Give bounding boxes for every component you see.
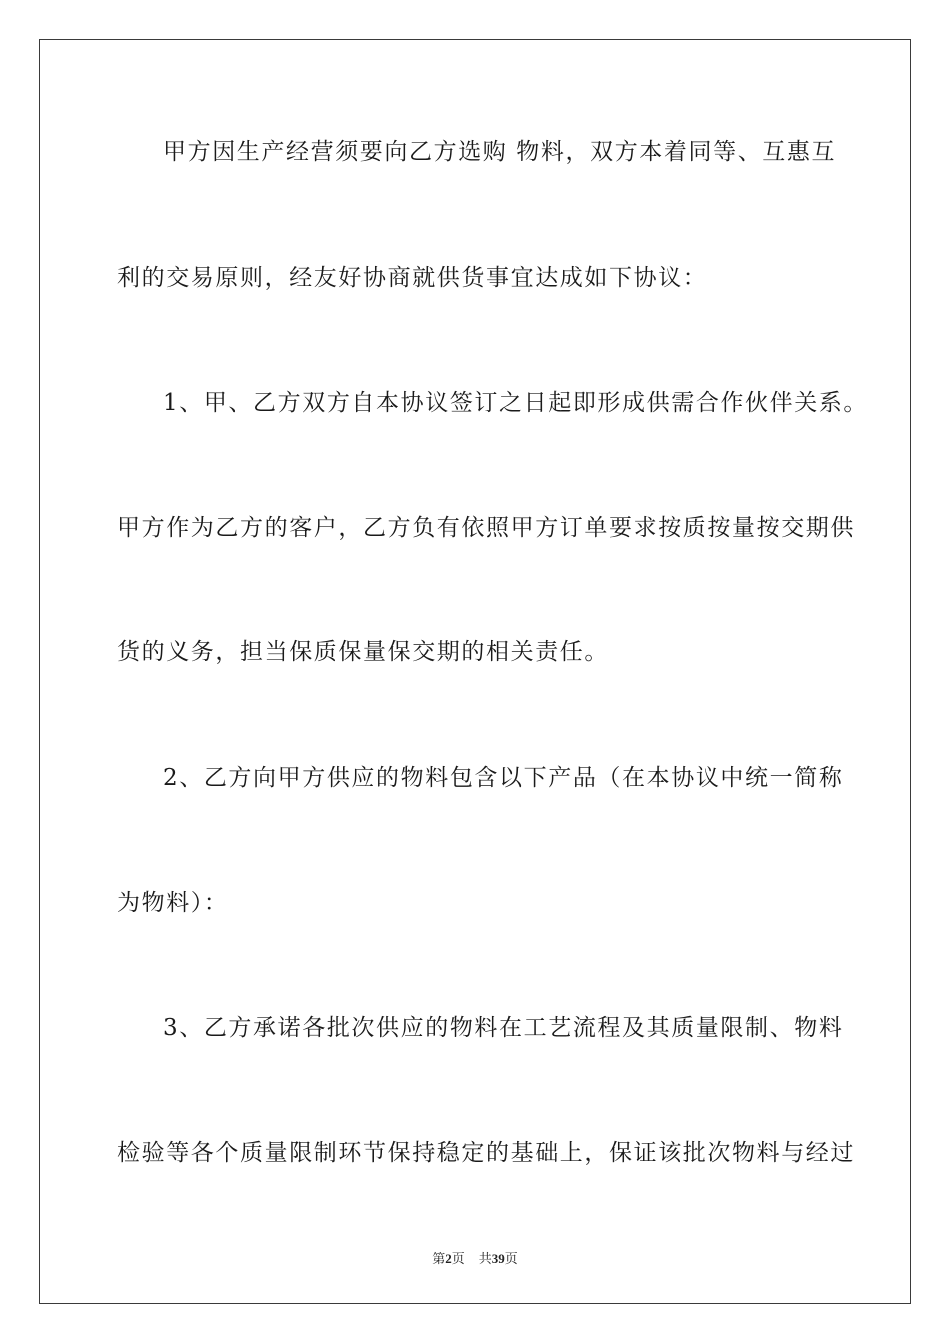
page-suffix: 页 xyxy=(451,1251,465,1266)
paragraph-line: 2、乙方向甲方供应的物料包含以下产品（在本协议中统一简称 xyxy=(163,765,844,791)
page-border xyxy=(39,39,911,1304)
page-footer xyxy=(0,1248,950,1267)
paragraph-line: 为物料）： xyxy=(117,890,229,916)
total-pages: 39 xyxy=(491,1251,505,1266)
paragraph-line: 甲方作为乙方的客户，乙方负有依照甲方订单要求按质按量按交期供 xyxy=(117,515,855,541)
page-prefix: 第 xyxy=(432,1251,446,1266)
paragraph-line: 货的义务，担当保质保量保交期的相关责任。 xyxy=(117,639,609,665)
page-number: 2 xyxy=(445,1251,452,1266)
paragraph-line: 1、甲、乙方双方自本协议签订之日起即形成供需合作伙伴关系。 xyxy=(163,390,869,416)
paragraph-line: 检验等各个质量限制环节保持稳定的基础上，保证该批次物料与经过 xyxy=(117,1140,855,1166)
total-suffix: 页 xyxy=(504,1251,518,1266)
total-prefix: 共 xyxy=(478,1251,492,1266)
paragraph-line: 利的交易原则，经友好协商就供货事宜达成如下协议： xyxy=(117,265,708,291)
paragraph-line: 3、乙方承诺各批次供应的物料在工艺流程及其质量限制、物料 xyxy=(163,1015,844,1041)
paragraph-line: 甲方因生产经营须要向乙方选购 物料，双方本着同等、互惠互 xyxy=(163,139,837,165)
